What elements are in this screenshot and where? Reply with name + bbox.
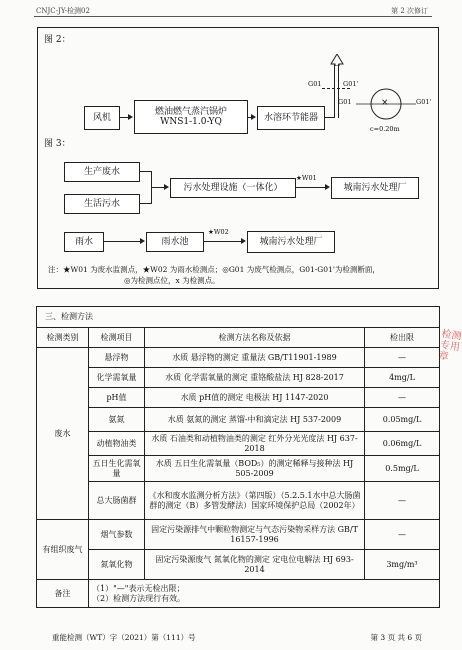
connector [324, 117, 334, 118]
economizer-label: 水溶环节能器 [263, 112, 318, 123]
item-cell: 烟气参数 [89, 520, 145, 550]
limit-cell: — [365, 482, 440, 520]
chimney-arrow-icon [330, 54, 344, 66]
connector [203, 241, 242, 242]
remark-label: 备注 [37, 580, 89, 608]
item-cell: 氮氧化物 [89, 550, 145, 580]
circle-g01p-label: G01' [416, 98, 432, 106]
chimney-line [334, 64, 335, 118]
note-line-1: 注：★W01 为废水监测点，★W02 为雨水检测点；◎G01 为废气检测点，G01-G01'为检测断面， [48, 265, 380, 274]
table-row [37, 348, 440, 368]
fan-label: 风机 [92, 112, 111, 123]
remark-1: （1）"—"表示无检出限； [92, 583, 185, 593]
w01-marker: ★W01 [296, 174, 317, 182]
economizer-box [257, 106, 325, 130]
table-row [37, 550, 440, 580]
item-cell: 动植物油类 [89, 432, 145, 456]
method-cell: 水质 石油类和动植物油类的测定 红外分光光度法 HJ 637-2018 [145, 432, 365, 456]
limit-cell: 0.5mg/L [365, 456, 440, 482]
boiler-model: WNS1-1.0-YQ [160, 117, 222, 127]
city-wwtp-label-2: 城南污水处理厂 [259, 236, 323, 247]
method-cell: 《水和废水监测分析方法》（第四版）（5.2.5.1水中总大肠菌群的测定（B）多管发酵法）国家环境保护总局（2002年） [145, 482, 365, 520]
remark-2: （2）检测方法现行有效。 [92, 593, 186, 603]
header-divider [34, 16, 432, 17]
methods-table [36, 306, 440, 608]
domestic-sewage-label: 生活污水 [83, 198, 120, 209]
method-cell: 水质 pH值的测定 电极法 HJ 1147-2020 [145, 388, 365, 408]
item-cell: 总大肠菌群 [89, 482, 145, 520]
city-wwtp-label-1: 城南污水处理厂 [343, 182, 407, 193]
table-row [37, 456, 440, 482]
production-wastewater-box [64, 162, 140, 182]
fig3-label: 图 3： [44, 139, 71, 149]
circle-g01-label: G01 [338, 98, 352, 106]
limit-cell: 0.06mg/L [365, 432, 440, 456]
w02-marker: ★W02 [208, 228, 229, 236]
treatment-facility-box [170, 178, 296, 198]
table-row [37, 368, 440, 388]
table-row [37, 482, 440, 520]
section-title: 三、检测方法 [37, 307, 440, 328]
col-header-item: 检测项目 [89, 328, 145, 348]
x-mark: × [381, 98, 389, 108]
treatment-facility-label: 污水处理设施（一体化） [183, 182, 283, 193]
table-row [37, 408, 440, 432]
method-cell: 固定污染源废气 氮氧化物的测定 定电位电解法 HJ 693-2014 [145, 550, 365, 580]
city-wwtp-box-2 [247, 231, 335, 253]
fig2-label: 图 2： [44, 35, 71, 45]
methods-table-wrap [36, 306, 439, 608]
arrow-icon [128, 114, 133, 120]
col-header-category: 检测类别 [37, 328, 89, 348]
boiler-name: 燃油燃气蒸汽锅炉 [154, 106, 227, 117]
rain-pool-box [146, 232, 204, 252]
distance-label: c=0.20m [370, 125, 400, 133]
boiler-box [134, 100, 248, 134]
item-cell: pH值 [89, 388, 145, 408]
figure-frame [37, 27, 439, 289]
connector [295, 187, 326, 188]
arrow-icon [325, 184, 330, 190]
header-left: CNJC-JY-检测02 [36, 7, 90, 15]
stamp-text: 检测专用章 [437, 328, 462, 363]
g01-label: G01 [308, 80, 322, 88]
footer-report-number: 重能检测（WT）字（2021）第（111）号 [52, 633, 196, 642]
header-right: 第 2 次修订 [391, 7, 428, 15]
method-cell: 水质 化学需氧量的测定 重铬酸盐法 HJ 828-2017 [145, 368, 365, 388]
note-line-2: ◎为检测点位，x 为检测点。 [124, 276, 220, 285]
city-wwtp-box-1 [331, 177, 419, 199]
red-seal-stamp [438, 329, 462, 364]
arrow-icon [140, 238, 145, 244]
method-cell: 水质 悬浮物的测定 重量法 GB/T11901-1989 [145, 348, 365, 368]
fan-box [84, 106, 120, 130]
table-row [37, 388, 440, 408]
section-line [322, 88, 350, 89]
method-cell: 水质 氨氮的测定 蒸馏-中和滴定法 HJ 537-2009 [145, 408, 365, 432]
table-row [37, 520, 440, 550]
rainwater-box [64, 232, 104, 252]
category-exhaust: 有组织废气 [37, 520, 89, 580]
limit-cell: 0.05mg/L [365, 408, 440, 432]
remark-content [89, 580, 440, 608]
limit-cell: — [365, 388, 440, 408]
g01p-label: G01' [343, 80, 359, 88]
method-cell: 固定污染源排气中颗粒物测定与气态污染物采样方法 GB/T 16157-1996 [145, 520, 365, 550]
col-header-method: 检测方法名称及依据 [145, 328, 365, 348]
domestic-sewage-box [64, 194, 140, 214]
connector [139, 203, 151, 204]
connector [139, 171, 151, 172]
limit-cell: 4mg/L [365, 368, 440, 388]
arrow-icon [251, 114, 256, 120]
footer-page-number: 第 3 页 共 6 页 [370, 633, 422, 642]
remark-row [37, 580, 440, 608]
limit-cell: 3mg/m³ [365, 550, 440, 580]
arrow-icon [164, 184, 169, 190]
arrow-icon [241, 238, 246, 244]
item-cell: 化学需氧量 [89, 368, 145, 388]
production-wastewater-label: 生产废水 [83, 166, 120, 177]
table-row [37, 432, 440, 456]
limit-cell: — [365, 520, 440, 550]
chimney-line [338, 64, 339, 118]
rain-pool-label: 雨水池 [161, 236, 189, 247]
item-cell: 氨氮 [89, 408, 145, 432]
method-cell: 水质 五日生化需氧量（BOD₅）的测定稀释与接种法 HJ 505-2009 [145, 456, 365, 482]
col-header-limit: 检出限 [365, 328, 440, 348]
item-cell: 五日生化需氧量 [89, 456, 145, 482]
connector [151, 187, 165, 188]
item-cell: 悬浮物 [89, 348, 145, 368]
limit-cell: — [365, 348, 440, 368]
category-wastewater: 废水 [37, 348, 89, 520]
rainwater-label: 雨水 [74, 236, 93, 247]
connector [103, 241, 141, 242]
